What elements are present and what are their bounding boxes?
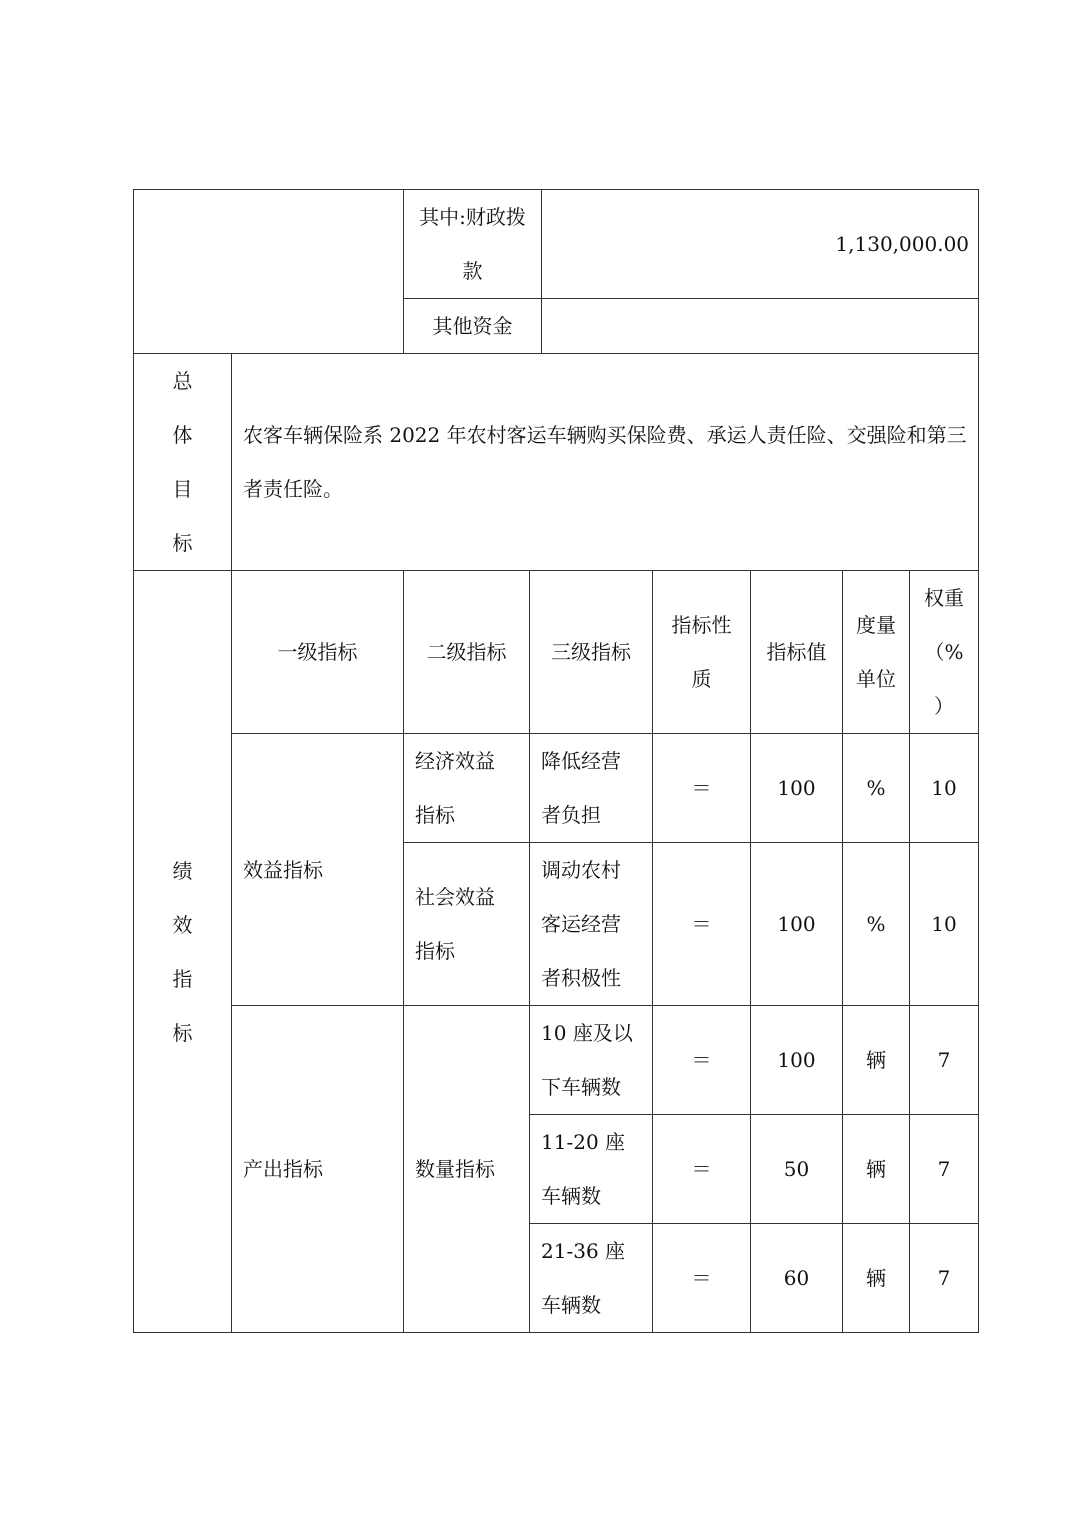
level2-quantity: 数量指标 [404, 1006, 530, 1333]
performance-table [133, 189, 979, 1333]
weight-cell: 10 [910, 734, 979, 843]
nature-cell: ＝ [653, 1115, 751, 1224]
value-cell: 100 [751, 734, 843, 843]
header-level2: 二级指标 [404, 571, 530, 734]
unit-cell: % [843, 843, 910, 1006]
other-funds-value [542, 299, 979, 354]
level3-cell: 调动农村 客运经营 者积极性 [530, 843, 653, 1006]
level3-cell: 11-20 座 车辆数 [530, 1115, 653, 1224]
nature-cell: ＝ [653, 1224, 751, 1333]
header-weight: 权重 （% ） [910, 571, 979, 734]
unit-cell: 辆 [843, 1224, 910, 1333]
nature-cell: ＝ [653, 734, 751, 843]
fiscal-label: 其中:财政拨 款 [404, 190, 542, 299]
weight-cell: 7 [910, 1224, 979, 1333]
nature-cell: ＝ [653, 843, 751, 1006]
performance-indicator-label: 绩 效 指 标 [134, 571, 232, 1333]
level2-cell: 经济效益 指标 [404, 734, 530, 843]
weight-cell: 10 [910, 843, 979, 1006]
value-cell: 100 [751, 843, 843, 1006]
weight-cell: 7 [910, 1115, 979, 1224]
funding-blank-cell [134, 190, 404, 354]
level3-cell: 21-36 座 车辆数 [530, 1224, 653, 1333]
weight-cell: 7 [910, 1006, 979, 1115]
fiscal-value: 1,130,000.00 [542, 190, 979, 299]
level1-benefit: 效益指标 [232, 734, 404, 1006]
level1-output: 产出指标 [232, 1006, 404, 1333]
overall-goal-label: 总 体 目 标 [134, 354, 232, 571]
unit-cell: 辆 [843, 1115, 910, 1224]
unit-cell: 辆 [843, 1006, 910, 1115]
header-level3: 三级指标 [530, 571, 653, 734]
nature-cell: ＝ [653, 1006, 751, 1115]
level3-cell: 降低经营 者负担 [530, 734, 653, 843]
level2-cell: 社会效益 指标 [404, 843, 530, 1006]
table-row [134, 734, 979, 843]
level3-cell: 10 座及以 下车辆数 [530, 1006, 653, 1115]
table-row [134, 1006, 979, 1115]
unit-cell: % [843, 734, 910, 843]
other-funds-label: 其他资金 [404, 299, 542, 354]
value-cell: 60 [751, 1224, 843, 1333]
header-nature: 指标性 质 [653, 571, 751, 734]
value-cell: 100 [751, 1006, 843, 1115]
value-cell: 50 [751, 1115, 843, 1224]
overall-goal-text: 农客车辆保险系 2022 年农村客运车辆购买保险费、承运人责任险、交强险和第三者责任险。 [232, 354, 979, 571]
header-value: 指标值 [751, 571, 843, 734]
header-unit: 度量 单位 [843, 571, 910, 734]
header-level1: 一级指标 [232, 571, 404, 734]
